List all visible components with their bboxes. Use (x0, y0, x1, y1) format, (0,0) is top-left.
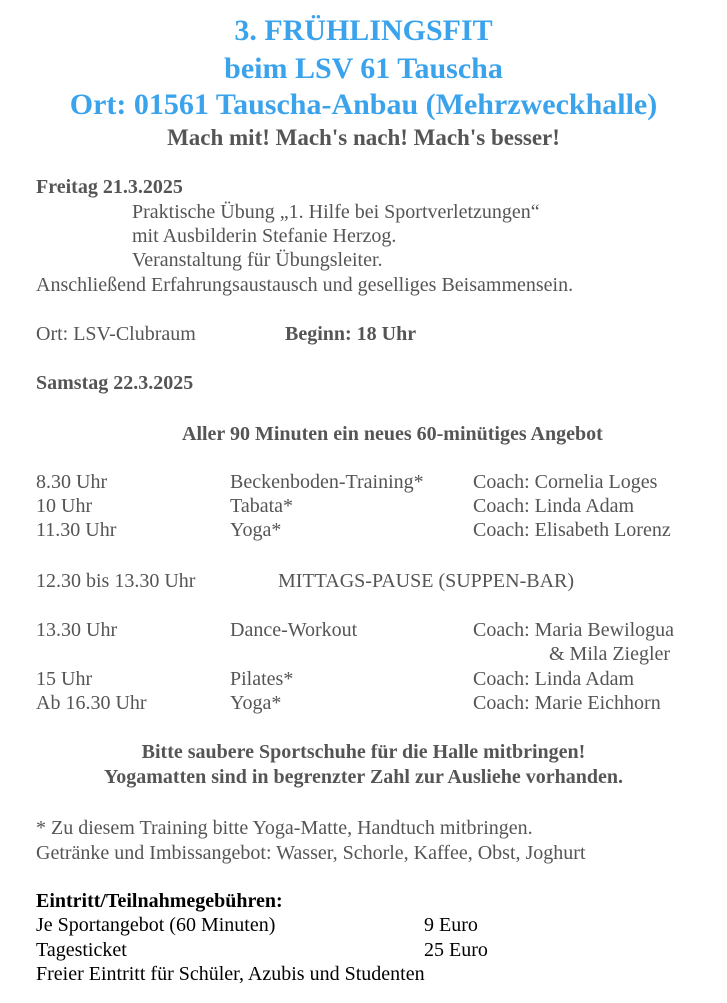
schedule-time: Ab 16.30 Uhr (36, 692, 147, 714)
schedule-coach: Coach: Linda Adam (473, 495, 635, 517)
event-slogan: Mach mit! Mach's nach! Mach's besser! (167, 125, 560, 150)
fee-price: 25 Euro (424, 939, 488, 961)
friday-line-3: Veranstaltung für Übungsleiter. (132, 249, 383, 271)
schedule-coach: Coach: Cornelia Loges (473, 471, 658, 493)
friday-line-1: Praktische Übung „1. Hilfe bei Sportverletzungen“ (132, 201, 540, 223)
schedule-activity: Pilates* (230, 668, 294, 690)
pause-label: MITTAGS-PAUSE (SUPPEN-BAR) (278, 570, 575, 592)
fees-heading: Eintritt/Teilnahmegebühren: (36, 890, 283, 912)
event-host: beim LSV 61 Tauscha (224, 52, 503, 85)
schedule-coach: Coach: Linda Adam (473, 668, 635, 690)
pause-time: 12.30 bis 13.30 Uhr (36, 570, 196, 592)
friday-line-4: Anschließend Erfahrungsaustausch und geselliges Beisammensein. (36, 274, 574, 296)
schedule-activity: Tabata* (230, 495, 294, 517)
friday-start: Beginn: 18 Uhr (285, 323, 417, 345)
friday-location: Ort: LSV-Clubraum (36, 323, 196, 345)
schedule-coach: Coach: Marie Eichhorn (473, 692, 661, 714)
friday-heading: Freitag 21.3.2025 (36, 176, 183, 198)
notice-mats: Yogamatten sind in begrenzter Zahl zur Ausliehe vorhanden. (104, 766, 623, 788)
fee-label: Tagesticket (36, 939, 127, 961)
saturday-heading: Samstag 22.3.2025 (36, 372, 194, 394)
schedule-time: 11.30 Uhr (36, 519, 117, 541)
notice-shoes: Bitte saubere Sportschuhe für die Halle mitbringen! (141, 741, 586, 763)
schedule-time: 8.30 Uhr (36, 471, 108, 493)
schedule-activity: Yoga* (230, 692, 282, 714)
schedule-coach: Coach: Maria Bewilogua (473, 619, 675, 641)
schedule-time: 10 Uhr (36, 495, 93, 517)
schedule-activity: Dance-Workout (230, 619, 358, 641)
event-location: Ort: 01561 Tauscha-Anbau (Mehrzweckhalle) (69, 88, 658, 121)
schedule-activity: Yoga* (230, 519, 282, 541)
schedule-coach-2: & Mila Ziegler (549, 643, 671, 665)
event-title: 3. FRÜHLINGSFIT (234, 14, 493, 47)
schedule-coach: Coach: Elisabeth Lorenz (473, 519, 671, 541)
schedule-activity: Beckenboden-Training* (230, 471, 424, 493)
schedule-time: 13.30 Uhr (36, 619, 118, 641)
schedule-time: 15 Uhr (36, 668, 93, 690)
footnote-catering: Getränke und Imbissangebot: Wasser, Schorle, Kaffee, Obst, Joghurt (36, 842, 586, 864)
friday-line-2: mit Ausbilderin Stefanie Herzog. (132, 225, 397, 247)
saturday-subheading: Aller 90 Minuten ein neues 60-minütiges Angebot (182, 423, 603, 445)
fee-price: 9 Euro (424, 914, 478, 936)
footnote-training: * Zu diesem Training bitte Yoga-Matte, Handtuch mitbringen. (36, 817, 533, 839)
fees-free-entry: Freier Eintritt für Schüler, Azubis und Studenten (36, 963, 425, 985)
fee-label: Je Sportangebot (60 Minuten) (36, 914, 276, 936)
